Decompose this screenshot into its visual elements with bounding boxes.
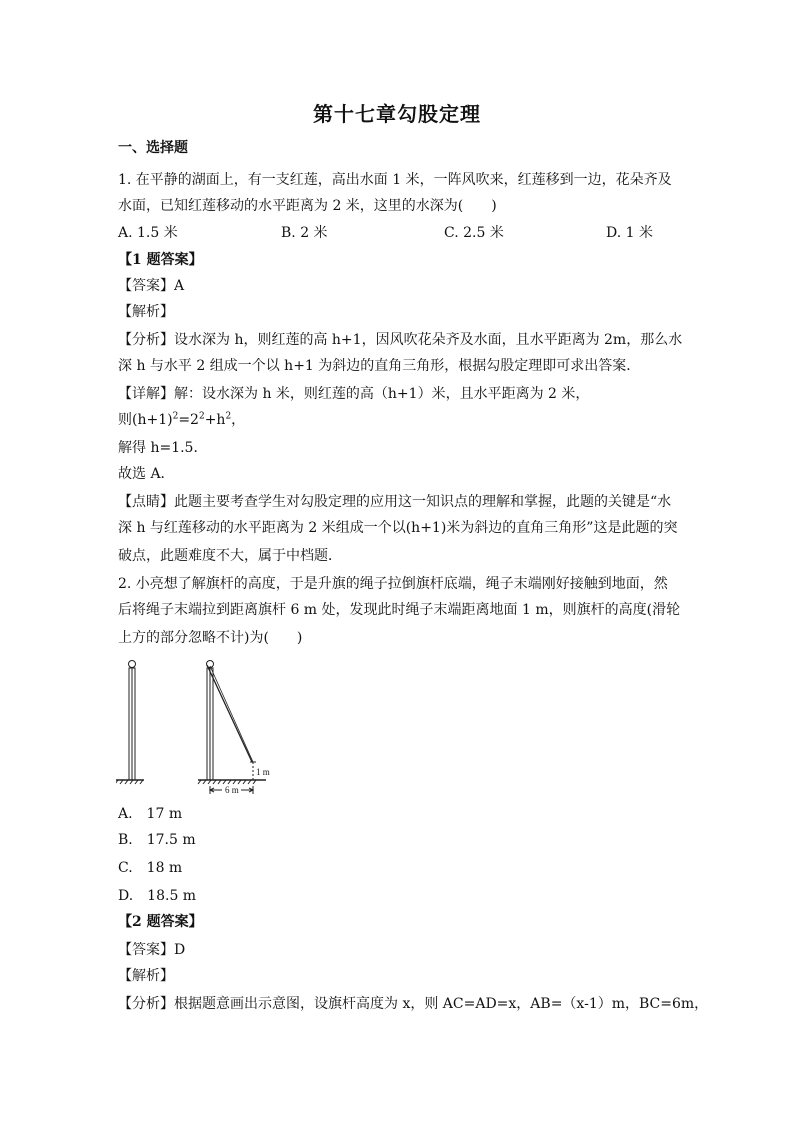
section-heading: 一、选择题 <box>118 140 188 156</box>
q2-option-c: C. 18 m <box>118 860 183 876</box>
q2-stem-line3: 上方的部分忽略不计)为( ) <box>118 630 303 646</box>
q1-dianjing-line3: 破点，此题难度不大，属于中档题． <box>118 548 342 564</box>
chapter-title: 第十七章勾股定理 <box>313 102 481 126</box>
q1-equation: 则$(h+1)^2=2^2+h^2$， <box>118 411 246 428</box>
flagpole-figure <box>116 656 286 796</box>
label-1m: 1 m <box>256 767 270 777</box>
q2-stem-line2: 后将绳子末端拉到距离旗杆 6 m 处，发现此时绳子末端距离地面 1 m，则旗杆的高度(滑轮 <box>118 602 681 618</box>
flagpole-left <box>116 661 144 785</box>
q1-option-d: D. 1 米 <box>606 225 653 241</box>
q2-answer-header: 【2 题答案】 <box>118 914 203 930</box>
q1-fenxi-line2: 深 h 与水平 2 组成一个以 h+1 为斜边的直角三角形，根据勾股定理即可求出答案． <box>118 358 641 374</box>
q1-dianjing-line2: 深 h 与红莲移动的水平距离为 2 米组成一个以(h+1)米为斜边的直角三角形”这是此题的突 <box>118 520 678 536</box>
q2-fenxi-line1: 【分析】根据题意画出示意图，设旗杆高度为 x，则 AC=AD=x，AB=（x-1）m，BC=6m， <box>118 996 709 1012</box>
q1-dianjing-line1: 【点睛】此题主要考查学生对勾股定理的应用这一知识点的理解和掌握，此题的关键是“水 <box>118 494 672 510</box>
q1-option-b: B. 2 米 <box>281 225 328 241</box>
q1-fenxi-line1: 【分析】设水深为 h，则红莲的高 h+1，因风吹花朵齐及水面，且水平距离为 2m，那么水 <box>118 332 683 348</box>
label-6m: 6 m <box>225 785 239 795</box>
q2-answer: 【答案】D <box>118 942 186 958</box>
q2-option-a: A. 17 m <box>118 806 183 822</box>
q2-stem-line1: 2. 小亮想了解旗杆的高度，于是升旗的绳子拉倒旗杆底端，绳子末端刚好接触到地面，然 <box>118 576 668 592</box>
q1-xiangjie-line1: 【详解】解：设水深为 h 米，则红莲的高（h+1）米，且水平距离为 2 米， <box>118 386 590 402</box>
q1-answer: 【答案】A <box>118 278 185 294</box>
q2-option-b: B. 17.5 m <box>118 832 196 848</box>
q1-stem-line1: 1. 在平静的湖面上，有一支红莲，高出水面 1 米，一阵风吹来，红莲移到一边，花朵齐及 <box>118 172 672 188</box>
q1-choose: 故选 A． <box>118 466 175 482</box>
q1-option-a: A. 1.5 米 <box>118 225 178 241</box>
q1-analysis-header: 【解析】 <box>118 304 174 320</box>
q1-answer-header: 【1 题答案】 <box>118 252 203 268</box>
q1-option-c: C. 2.5 米 <box>444 225 504 241</box>
q2-option-d: D. 18.5 m <box>118 888 197 904</box>
q1-stem-line2: 水面，已知红莲移动的水平距离为 2 米，这里的水深为( ) <box>118 198 497 214</box>
q2-analysis-header: 【解析】 <box>118 968 174 984</box>
q1-solve: 解得 h=1.5． <box>118 440 208 456</box>
q1-options <box>118 222 678 242</box>
